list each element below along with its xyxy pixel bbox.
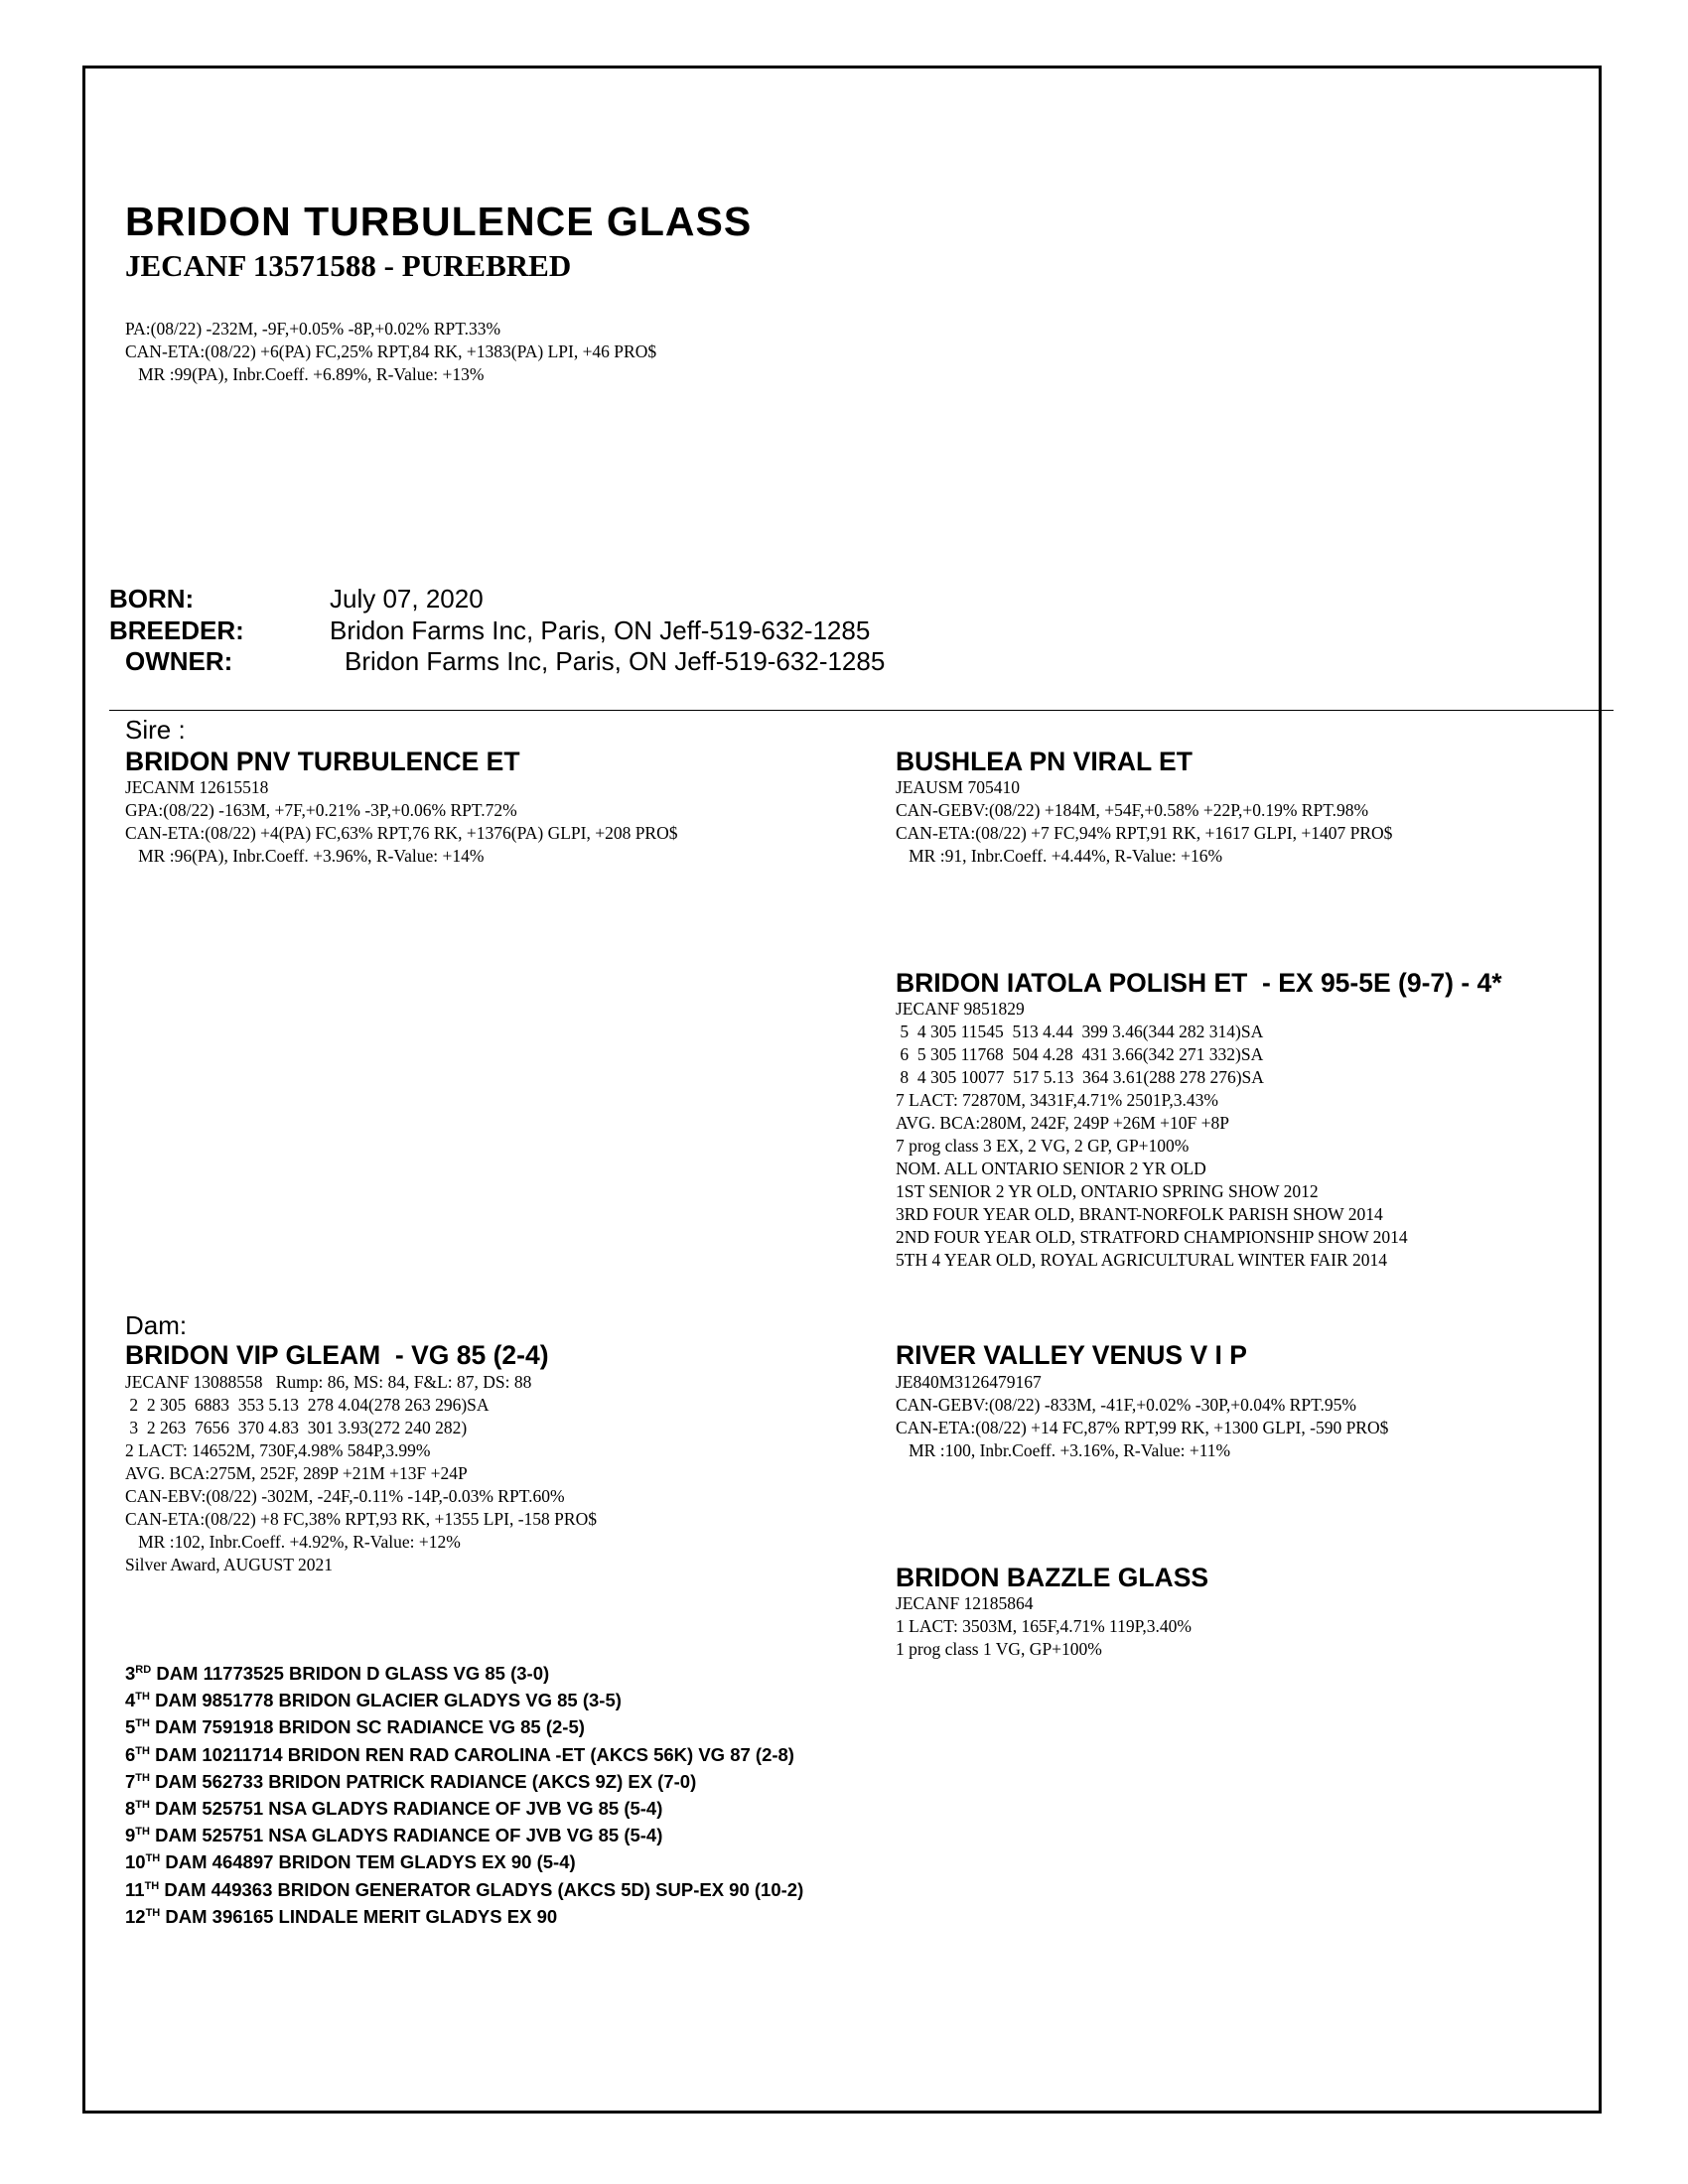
dam-generation-suffix: TH xyxy=(135,1771,150,1784)
detail-line: AVG. BCA:275M, 252F, 289P +21M +13F +24P xyxy=(125,1463,468,1483)
dam-description: DAM 396165 LINDALE MERIT GLADYS EX 90 xyxy=(160,1905,558,1927)
detail-line: 3 2 263 7656 370 4.83 301 3.93(272 240 282) xyxy=(125,1418,468,1437)
detail-line: MR :102, Inbr.Coeff. +4.92%, R-Value: +12% xyxy=(125,1532,461,1552)
dam-generation-suffix: TH xyxy=(135,1717,150,1730)
breeder-value: Bridon Farms Inc, Paris, ON Jeff-519-632-1285 xyxy=(330,615,871,645)
sire-details xyxy=(125,776,678,868)
detail-line: 1 LACT: 3503M, 165F,4.71% 119P,3.40% xyxy=(896,1616,1192,1636)
sire-section-label: Sire : xyxy=(125,715,186,745)
animal-indexes xyxy=(125,318,656,386)
dam-description: DAM 464897 BRIDON TEM GLADYS EX 90 (5-4) xyxy=(160,1851,576,1873)
dam-description: DAM 525751 NSA GLADYS RADIANCE OF JVB VG 85 (5-4) xyxy=(149,1798,663,1820)
dam-list-item xyxy=(125,1822,803,1848)
dam-generation-suffix: TH xyxy=(145,1852,161,1865)
dam-generation-number: 4 xyxy=(125,1690,136,1711)
dam-list-item xyxy=(125,1660,803,1687)
dam-description: DAM 10211714 BRIDON REN RAD CAROLINA -ET (AKCS 56K) VG 87 (2-8) xyxy=(149,1743,794,1765)
dam-description: DAM 11773525 BRIDON D GLASS VG 85 (3-0) xyxy=(151,1663,550,1684)
dam-list-item xyxy=(125,1768,803,1795)
dam-generation-suffix: TH xyxy=(135,1744,150,1757)
detail-line: 2ND FOUR YEAR OLD, STRATFORD CHAMPIONSHIP SHOW 2014 xyxy=(896,1227,1408,1247)
detail-line: MR :96(PA), Inbr.Coeff. +3.96%, R-Value: +14% xyxy=(125,846,485,866)
detail-line: 2 2 305 6883 353 5.13 278 4.04(278 263 296)SA xyxy=(125,1395,490,1415)
dam-generation-number: 11 xyxy=(125,1878,145,1900)
detail-line: CAN-ETA:(08/22) +8 FC,38% RPT,93 RK, +1355 LPI, -158 PRO$ xyxy=(125,1509,597,1529)
detail-line: JECANM 12615518 xyxy=(125,777,269,797)
dam-generation-number: 6 xyxy=(125,1743,136,1765)
dam-generation-number: 5 xyxy=(125,1716,136,1738)
dam-generation-number: 12 xyxy=(125,1905,146,1927)
detail-line: 7 prog class 3 EX, 2 VG, 2 GP, GP+100% xyxy=(896,1136,1190,1156)
dam-sire-name: RIVER VALLEY VENUS V I P xyxy=(896,1340,1247,1370)
sire-name: BRIDON PNV TURBULENCE ET xyxy=(125,747,520,776)
dam-details xyxy=(125,1371,597,1576)
born-label: BORN: xyxy=(109,584,195,614)
dam-list-item xyxy=(125,1795,803,1822)
detail-line: 6 5 305 11768 504 4.28 431 3.66(342 271 332)SA xyxy=(896,1044,1264,1064)
dam-dam-details xyxy=(896,1592,1192,1661)
dam-generation-number: 10 xyxy=(125,1851,146,1873)
detail-line: 5 4 305 11545 513 4.44 399 3.46(344 282 314)SA xyxy=(896,1022,1264,1041)
dam-description: DAM 7591918 BRIDON SC RADIANCE VG 85 (2-5) xyxy=(149,1716,585,1738)
dam-list-item xyxy=(125,1687,803,1713)
dam-list-item xyxy=(125,1903,803,1930)
animal-name: BRIDON TURBULENCE GLASS xyxy=(125,199,753,244)
detail-line: Silver Award, AUGUST 2021 xyxy=(125,1555,334,1574)
detail-line: CAN-ETA:(08/22) +7 FC,94% RPT,91 RK, +1617 GLPI, +1407 PRO$ xyxy=(896,823,1393,843)
dam-list-item xyxy=(125,1713,803,1740)
animal-registration: JECANF 13571588 - PUREBRED xyxy=(125,248,572,283)
detail-line: 3RD FOUR YEAR OLD, BRANT-NORFOLK PARISH SHOW 2014 xyxy=(896,1204,1383,1224)
detail-line: JE840M3126479167 xyxy=(896,1372,1042,1392)
breeder-label: BREEDER: xyxy=(109,615,244,645)
dam-list-item xyxy=(125,1876,803,1903)
dam-generation-suffix: TH xyxy=(135,1799,150,1812)
owner-label: OWNER: xyxy=(125,646,233,676)
dam-name: BRIDON VIP GLEAM - VG 85 (2-4) xyxy=(125,1340,549,1370)
detail-line: JECANF 13088558 Rump: 86, MS: 84, F&L: 87, DS: 88 xyxy=(125,1372,532,1392)
detail-line: JECANF 12185864 xyxy=(896,1593,1034,1613)
dam-list-item xyxy=(125,1741,803,1768)
dam-dam-name: BRIDON BAZZLE GLASS xyxy=(896,1563,1209,1592)
detail-line: JECANF 9851829 xyxy=(896,999,1025,1019)
dam-sire-details xyxy=(896,1371,1388,1462)
owner-value: Bridon Farms Inc, Paris, ON Jeff-519-632-1285 xyxy=(345,646,886,676)
sire-dam-details xyxy=(896,998,1408,1272)
detail-line: CAN-ETA:(08/22) +4(PA) FC,63% RPT,76 RK, +1376(PA) GLPI, +208 PRO$ xyxy=(125,823,678,843)
dam-generation-suffix: TH xyxy=(135,1826,150,1839)
dam-section-label: Dam: xyxy=(125,1310,188,1340)
detail-line: NOM. ALL ONTARIO SENIOR 2 YR OLD xyxy=(896,1159,1206,1178)
detail-line: 1ST SENIOR 2 YR OLD, ONTARIO SPRING SHOW 2012 xyxy=(896,1181,1319,1201)
dam-generation-number: 7 xyxy=(125,1770,136,1792)
detail-line: PA:(08/22) -232M, -9F,+0.05% -8P,+0.02% RPT.33% xyxy=(125,319,501,339)
detail-line: CAN-GEBV:(08/22) -833M, -41F,+0.02% -30P,+0.04% RPT.95% xyxy=(896,1395,1356,1415)
dam-generation-suffix: RD xyxy=(135,1664,152,1676)
dam-generation-suffix: TH xyxy=(145,1906,161,1919)
detail-line: CAN-ETA:(08/22) +6(PA) FC,25% RPT,84 RK, +1383(PA) LPI, +46 PRO$ xyxy=(125,341,657,361)
detail-line: 1 prog class 1 VG, GP+100% xyxy=(896,1639,1102,1659)
dam-generation-number: 8 xyxy=(125,1798,136,1820)
dam-description: DAM 525751 NSA GLADYS RADIANCE OF JVB VG 85 (5-4) xyxy=(149,1825,663,1846)
detail-line: CAN-ETA:(08/22) +14 FC,87% RPT,99 RK, +1300 GLPI, -590 PRO$ xyxy=(896,1418,1389,1437)
detail-line: MR :91, Inbr.Coeff. +4.44%, R-Value: +16% xyxy=(896,846,1223,866)
dam-generation-suffix: TH xyxy=(135,1691,150,1704)
dam-generation-number: 3 xyxy=(125,1663,136,1684)
sire-dam-name: BRIDON IATOLA POLISH ET - EX 95-5E (9-7) - 4* xyxy=(896,968,1502,998)
detail-line: 8 4 305 10077 517 5.13 364 3.61(288 278 276)SA xyxy=(896,1067,1264,1087)
section-divider xyxy=(109,710,1614,711)
detail-line: MR :100, Inbr.Coeff. +3.16%, R-Value: +11% xyxy=(896,1440,1231,1460)
dam-generation-suffix: TH xyxy=(144,1879,160,1892)
detail-line: CAN-GEBV:(08/22) +184M, +54F,+0.58% +22P,+0.19% RPT.98% xyxy=(896,800,1369,820)
detail-line: JEAUSM 705410 xyxy=(896,777,1020,797)
detail-line: CAN-EBV:(08/22) -302M, -24F,-0.11% -14P,-0.03% RPT.60% xyxy=(125,1486,565,1506)
detail-line: GPA:(08/22) -163M, +7F,+0.21% -3P,+0.06% RPT.72% xyxy=(125,800,517,820)
born-value: July 07, 2020 xyxy=(330,584,484,614)
sire-sire-details xyxy=(896,776,1392,868)
detail-line: 2 LACT: 14652M, 730F,4.98% 584P,3.99% xyxy=(125,1440,431,1460)
dam-generation-number: 9 xyxy=(125,1825,136,1846)
detail-line: AVG. BCA:280M, 242F, 249P +26M +10F +8P xyxy=(896,1113,1229,1133)
sire-sire-name: BUSHLEA PN VIRAL ET xyxy=(896,747,1193,776)
dam-description: DAM 9851778 BRIDON GLACIER GLADYS VG 85 (3-5) xyxy=(149,1690,622,1711)
detail-line: 5TH 4 YEAR OLD, ROYAL AGRICULTURAL WINTER FAIR 2014 xyxy=(896,1250,1388,1270)
detail-line: 7 LACT: 72870M, 3431F,4.71% 2501P,3.43% xyxy=(896,1090,1218,1110)
dam-description: DAM 562733 BRIDON PATRICK RADIANCE (AKCS 9Z) EX (7-0) xyxy=(149,1770,697,1792)
extended-dam-list xyxy=(125,1660,803,1930)
dam-list-item xyxy=(125,1848,803,1875)
dam-description: DAM 449363 BRIDON GENERATOR GLADYS (AKCS 5D) SUP-EX 90 (10-2) xyxy=(159,1878,804,1900)
detail-line: MR :99(PA), Inbr.Coeff. +6.89%, R-Value: +13% xyxy=(125,364,485,384)
